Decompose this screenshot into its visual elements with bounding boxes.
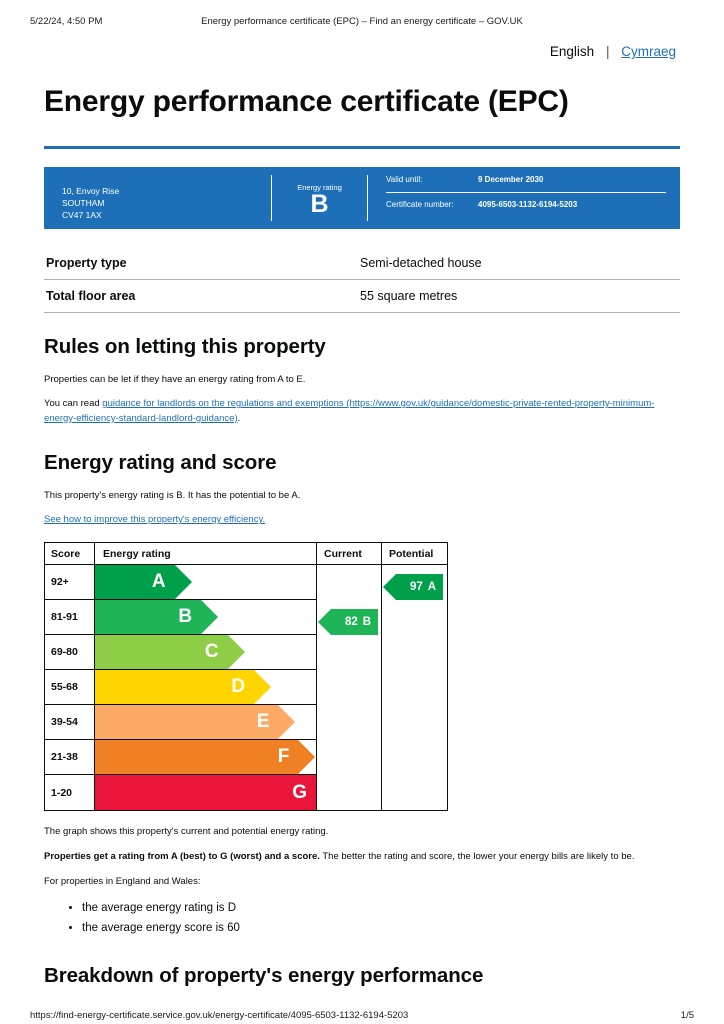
table-row-total-floor-area [44,280,680,313]
certificate-number-label: Certificate number: [386,199,454,209]
band-bar-cell-d [95,670,316,704]
address-line-1: 10, Envoy Rise [62,185,120,196]
chart-body [45,565,447,810]
list-item: • the average energy rating is D [82,899,680,918]
energy-rating-chart [44,542,448,811]
address-line-2: SOUTHAM [62,197,105,208]
property-type-value: Semi-detached house [360,255,482,270]
band-bar-b: B [95,600,201,634]
print-timestamp: 5/22/24, 4:50 PM [30,16,103,27]
chart-note-rest: The better the rating and score, the lower your energy bills are likely to be. [319,850,635,862]
valid-until-value: 9 December 2030 [478,174,544,184]
band-score-f: 21-38 [45,740,95,774]
chart-band-row [45,775,316,810]
chart-header-current: Current [317,543,382,564]
energy-rating-summary [272,175,368,221]
chart-header-energy-rating: Energy rating [95,543,317,564]
improve-efficiency-link-block [44,513,680,528]
potential-rating-score: 97 [410,581,423,594]
language-separator: | [605,44,610,59]
certificate-number-value: 4095-6503-1132-6194-5203 [478,199,578,209]
energy-rating-section-heading: Energy rating and score [44,450,277,474]
energy-rating-label: Energy rating [297,182,342,192]
band-score-a: 92+ [45,565,95,599]
landlord-guidance-suffix: . [237,412,241,424]
certificate-meta [368,167,680,229]
print-page-number: 1/5 [680,1010,694,1021]
chart-note-bold: Properties get a rating from A (best) to G (worst) and a score. [44,850,320,862]
potential-rating-marker [396,574,443,600]
valid-until-row [386,175,666,185]
band-bar-cell-e [95,705,316,739]
current-rating-letter: B [362,616,372,629]
chart-potential-column [382,565,447,810]
energy-rating-paragraph: This property's energy rating is B. It has the potential to be A. [44,489,301,501]
chart-marker-columns [317,565,447,810]
chart-caption: The graph shows this property's current and potential energy rating. [44,826,329,838]
letting-rules-heading: Rules on letting this property [44,334,326,358]
chart-band-row [45,565,316,600]
chart-bands [45,565,317,810]
band-bar-cell-f [95,740,316,774]
total-floor-area-value: 55 square metres [360,288,458,303]
energy-rating-value: B [310,189,329,218]
language-current: English [549,44,595,59]
band-bar-f: F [95,740,298,774]
band-bar-e: E [95,705,278,739]
certificate-number-row [386,200,666,210]
print-document-title: Energy performance certificate (EPC) – Find an energy certificate – GOV.UK [201,16,523,27]
chart-band-row [45,740,316,775]
list-item: • the average energy score is 60 [82,919,680,938]
chart-band-row [45,600,316,635]
address-line-3: CV47 1AX [62,210,102,221]
landlord-guidance-block [44,397,680,426]
current-rating-marker [331,609,378,635]
landlord-guidance-prefix: You can read [44,398,103,410]
band-bar-cell-b [95,600,316,634]
property-address [44,175,272,221]
band-bar-c: C [95,635,228,669]
chart-band-row [45,635,316,670]
chart-band-row [45,705,316,740]
letting-rules-paragraph: Properties can be let if they have an energy rating from A to E. [44,373,306,385]
chart-header-potential: Potential [389,547,434,560]
meta-divider [386,192,666,193]
improve-efficiency-link[interactable]: See how to improve this property's energy efficiency. [44,514,266,526]
band-score-g: 1-20 [45,775,95,810]
chart-header-score: Score [45,543,95,564]
page-title: Energy performance certificate (EPC) [44,85,569,118]
band-bar-cell-a [95,565,316,599]
region-intro: For properties in England and Wales: [44,875,201,887]
valid-until-label: Valid until: [386,174,423,184]
chart-band-row [45,670,316,705]
breakdown-heading: Breakdown of property's energy performance [44,964,484,988]
language-link-cymraeg[interactable]: Cymraeg [621,44,676,59]
band-score-c: 69-80 [45,635,95,669]
title-divider [44,146,680,149]
band-score-e: 39-54 [45,705,95,739]
document-content [44,44,680,1002]
chart-header-row [45,543,447,565]
print-url: https://find-energy-certificate.service.gov.uk/energy-certificate/4095-6503-1132-6194-5203 [30,1010,409,1021]
region-facts-list [44,899,680,938]
current-rating-score: 82 [345,616,358,629]
landlord-guidance-link[interactable]: guidance for landlords on the regulations and exemptions (https://www.gov.uk/guidance/domestic-private-rented-property-minimum-energy-efficiency-standard-landlord-guidance) [44,398,655,424]
band-bar-cell-c [95,635,316,669]
band-bar-cell-g [95,775,316,810]
language-switcher [44,44,680,59]
band-bar-a: A [95,565,175,599]
chart-current-column [317,565,382,810]
table-row-property-type [44,247,680,280]
band-score-d: 55-68 [45,670,95,704]
band-score-b: 81-91 [45,600,95,634]
band-bar-d: D [95,670,254,704]
property-type-label: Property type [46,255,127,270]
chart-note [44,850,680,865]
potential-rating-letter: A [427,581,437,594]
total-floor-area-label: Total floor area [46,288,136,303]
band-bar-g: G [95,775,316,810]
certificate-summary-band [44,167,680,229]
